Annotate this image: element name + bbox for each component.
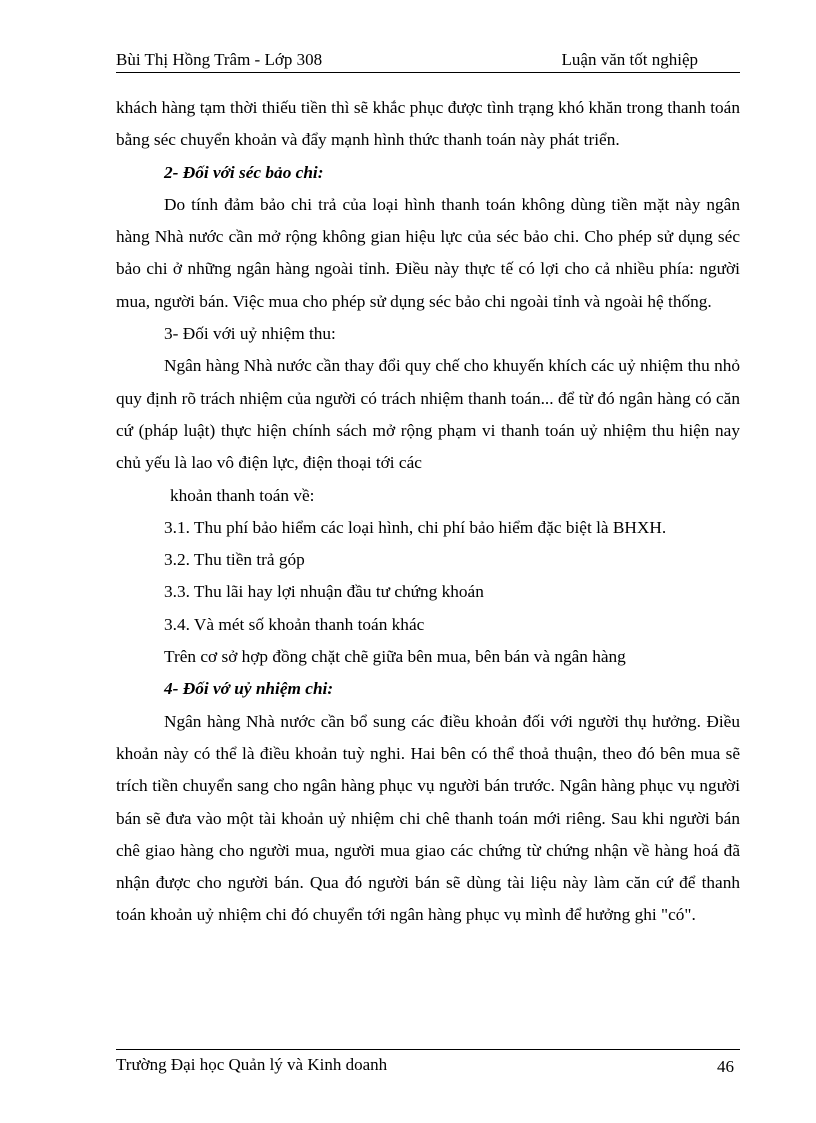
page-footer (116, 1049, 740, 1076)
page-header (116, 48, 740, 73)
page-number: 46 (717, 1057, 734, 1076)
list-item: 3.4. Và mét số khoản thanh toán khác (164, 614, 425, 634)
paragraph-collection-order: Ngân hàng Nhà nước cần thay đổi quy chế cho khuyến khích các uỷ nhiệm thu nhỏ quy định rõ trách nhiệm của người có trách nhiệm thanh toán... để từ đó ngân hàng có căn cứ (pháp luật) thực hiện chính sách mở rộng phạm vi thanh toán uỷ nhiệm thu hiện nay chủ yếu là lao vô điện lực, điện thoại tới các (116, 356, 740, 473)
section-heading-payment-order: 4- Đối vớ uỷ nhiệm chi: (164, 679, 334, 699)
header-doc-type: Luận văn tốt nghiệp (561, 50, 698, 69)
footer-school: Trường Đại học Quản lý và Kinh doanh (116, 1055, 388, 1074)
page-body (116, 92, 740, 932)
paragraph-certified-cheque: Do tính đảm bảo chi trả của loại hình thanh toán không dùng tiền mặt này ngân hàng Nhà nước cần mở rộng không gian hiệu lực của séc bảo chi. Cho phép sử dụng séc bảo chi ở những ngân hàng ngoài tỉnh. Điều này thực tế có lợi cho cả nhiều phía: người mua, người bán. Việc mua cho phép sử dụng séc bảo chi ngoài tỉnh và ngoài hệ thống. (116, 194, 740, 311)
section-heading-certified-cheque: 2- Đối với séc bảo chi: (164, 162, 324, 182)
paragraph-payment-order: Ngân hàng Nhà nước cần bổ sung các điều khoản đối với người thụ hưởng. Điều khoản này có thể là điều khoản tuỳ nghi. Hai bên có thể thoả thuận, theo đó bên mua sẽ trích tiền chuyển sang cho ngân hàng phục vụ người bán trước. Ngân hàng phục vụ người bán sẽ đưa vào một tài khoản uỷ nhiệm chi chê thanh toán mới riêng. Sau khi người bán chê giao hàng cho người mua, người mua giao các chứng từ chứng nhận về hàng hoá đã nhận được cho người bán. Qua đó người bán sẽ dùng tài liệu này làm căn cứ để thanh toán khoản uỷ nhiệm chi đó chuyển tới ngân hàng phục vụ mình để hưởng ghi "có". (116, 711, 740, 925)
header-author: Bùi Thị Hồng Trâm - Lớp 308 (116, 50, 323, 69)
section-heading-collection-order: 3- Đối với uỷ nhiệm thu: (164, 324, 336, 344)
paragraph-contract-basis: Trên cơ sở hợp đồng chặt chẽ giữa bên mua, bên bán và ngân hàng (164, 647, 626, 667)
list-item: 3.1. Thu phí bảo hiểm các loại hình, chi phí bảo hiểm đặc biệt là BHXH. (164, 517, 667, 537)
paragraph-collection-order-tail: khoản thanh toán về: (170, 485, 315, 505)
paragraph-continuation: khách hàng tạm thời thiếu tiền thì sẽ khắc phục được tình trạng khó khăn trong thanh toán bằng séc chuyển khoản và đẩy mạnh hình thức thanh toán này phát triển. (116, 98, 740, 150)
list-item: 3.2. Thu tiền trả góp (164, 550, 305, 570)
list-item: 3.3. Thu lãi hay lợi nhuận đầu tư chứng khoán (164, 582, 484, 602)
